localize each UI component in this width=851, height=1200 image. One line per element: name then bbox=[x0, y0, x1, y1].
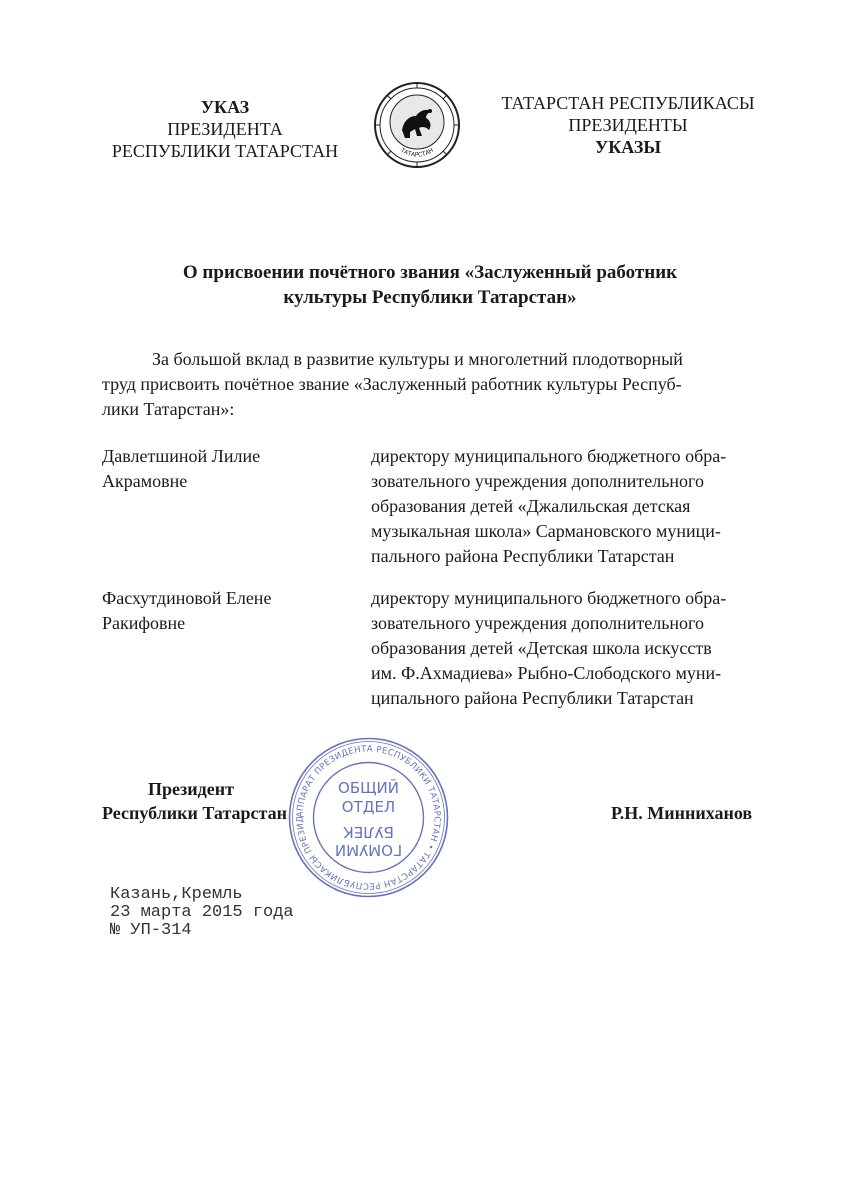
issue-date: 23 марта 2015 года bbox=[110, 903, 294, 922]
position-line: им. Ф.Ахмадиева» Рыбно-Слободского муни- bbox=[371, 663, 722, 683]
president-label-tt: ПРЕЗИДЕНТЫ bbox=[568, 115, 688, 135]
awardee-position bbox=[371, 586, 775, 711]
intro-paragraph bbox=[102, 347, 772, 422]
title-line: О присвоении почётного звания «Заслуженный работник bbox=[182, 262, 678, 283]
tatarstan-emblem-icon bbox=[372, 80, 462, 170]
header-left bbox=[90, 96, 360, 162]
position-line: зовательного учреждения дополнительного bbox=[371, 471, 704, 491]
position-line: зовательного учреждения дополнительного bbox=[371, 613, 704, 633]
svg-text:ТАТАРСТАН: ТАТАРСТАН bbox=[399, 146, 435, 159]
signatory-name: Р.Н. Минниханов bbox=[611, 803, 753, 823]
republic-label-ru: РЕСПУБЛИКИ ТАТАРСТАН bbox=[111, 141, 339, 161]
header-right bbox=[478, 92, 778, 158]
document-title bbox=[90, 260, 770, 310]
position-line: музыкальная школа» Сармановского муници- bbox=[371, 521, 721, 541]
document-footer bbox=[110, 886, 294, 940]
stamp-inner-text: ГОМУМИ bbox=[334, 841, 403, 859]
stamp-inner-text: ОБЩИЙ bbox=[338, 779, 399, 797]
stamp-inner-text: ОТДЕЛ bbox=[341, 798, 396, 816]
position-line: директору муниципального бюджетного обра- bbox=[371, 588, 727, 608]
awardee-position bbox=[371, 444, 775, 569]
svg-text:АППАРАТ ПРЕЗИДЕНТА РЕСПУБЛИКИ: АППАРАТ ПРЕЗИДЕНТА РЕСПУБЛИКИ ТАТАРСТАН • ТАТАРСТАН РЕСПУБЛИКАСЫ ПРЕЗИД bbox=[295, 744, 442, 891]
issue-place: Казань,Кремль bbox=[110, 885, 243, 904]
awardee-name-line: Фасхутдиновой Елене bbox=[102, 588, 272, 608]
decree-label-tt: УКАЗЫ bbox=[595, 137, 661, 157]
intro-line: За большой вклад в развитие культуры и многолетний плодотворный bbox=[152, 349, 683, 369]
intro-line: труд присвоить почётное звание «Заслуженный работник культуры Респуб- bbox=[102, 374, 682, 394]
awardee-name-line: Ракифовне bbox=[102, 613, 186, 633]
signatory-title-line: Президент bbox=[148, 779, 234, 799]
awardee-name bbox=[102, 586, 342, 636]
awardee-name-line: Акрамовне bbox=[102, 471, 188, 491]
signatory-title bbox=[102, 777, 342, 825]
position-line: ципального района Республики Татарстан bbox=[371, 688, 694, 708]
position-line: директору муниципального бюджетного обра- bbox=[371, 446, 727, 466]
intro-line: лики Татарстан»: bbox=[102, 399, 235, 419]
stamp-inner-text: БУЛЕК bbox=[343, 823, 394, 841]
position-line: образования детей «Детская школа искусств bbox=[371, 638, 712, 658]
decree-number: № УП-314 bbox=[110, 921, 192, 940]
title-line: культуры Республики Татарстан» bbox=[283, 287, 577, 308]
signatory-title-line: Республики Татарстан bbox=[102, 803, 287, 823]
awardee-name bbox=[102, 444, 342, 494]
president-label-ru: ПРЕЗИДЕНТА bbox=[167, 119, 283, 139]
position-line: пального района Республики Татарстан bbox=[371, 546, 675, 566]
position-line: образования детей «Джалильская детская bbox=[371, 496, 691, 516]
republic-label-tt: ТАТАРСТАН РЕСПУБЛИКАСЫ bbox=[501, 93, 755, 113]
decree-label-ru: УКАЗ bbox=[200, 97, 250, 117]
awardee-name-line: Давлетшиной Лилие bbox=[102, 446, 261, 466]
